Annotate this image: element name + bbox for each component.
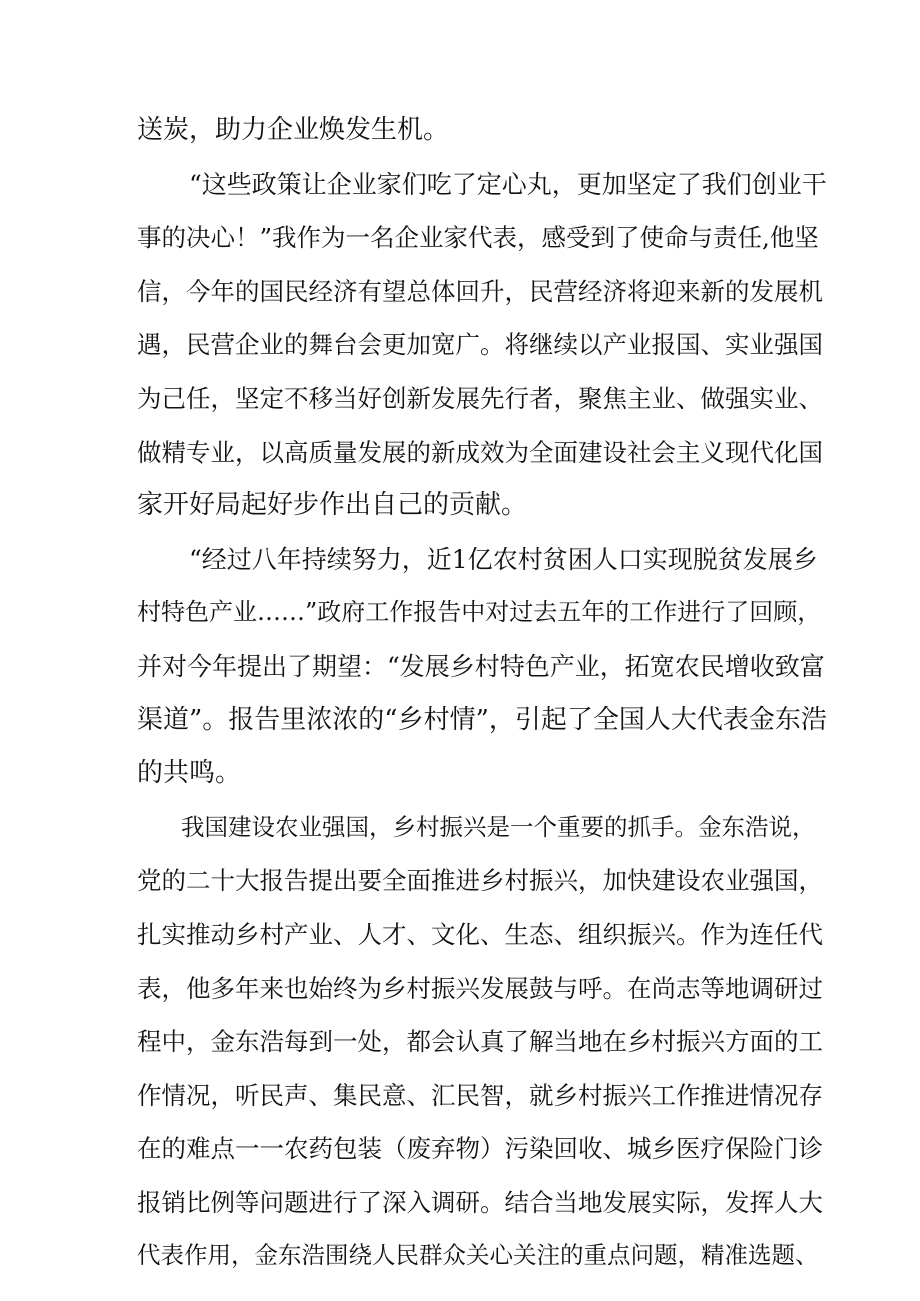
text-line: 事的决心！”我作为一名企业家代表，感受到了使命与责任,他坚 (137, 223, 819, 253)
text-line: 为己任，坚定不移当好创新发展先行者，聚焦主业、做强实业、 (137, 383, 823, 413)
text-line: 做精专业，以高质量发展的新成效为全面建设社会主义现代化国 (137, 437, 823, 467)
text-line: 党的二十大报告提出要全面推进乡村振兴，加快建设农业强国， (137, 866, 823, 896)
text-line: 送炭，助力企业焕发生机。 (137, 115, 450, 145)
text-line: 作情况，听民声、集民意、汇民智，就乡村振兴工作推进情况存 (137, 1080, 823, 1110)
text-line: 家开好局起好步作出自己的贡献。 (137, 490, 528, 521)
text-line: 信，今年的国民经济有望总体回升，民营经济将迎来新的发展机 (137, 276, 823, 306)
text-line: 我国建设农业强国，乡村振兴是一个重要的抓手。金东浩说， (181, 812, 816, 841)
text-line: 报销比例等问题进行了深入调研。结合当地发展实际，发挥人大 (137, 1187, 823, 1217)
text-line: 程中，金东浩每到一处，都会认真了解当地在乡村振兴方面的工 (137, 1027, 823, 1057)
text-line: 并对今年提出了期望：“发展乡村特色产业，拓宽农民增收致富 (137, 651, 825, 681)
text-line: 表，他多年来也始终为乡村振兴发展鼓与呼。在尚志等地调研过 (137, 973, 823, 1003)
text-line: “经过八年持续努力，近1亿农村贫困人口实现脱贫发展乡 (189, 544, 818, 574)
text-line: 村特色产业……”政府工作报告中对过去五年的工作进行了回顾， (137, 598, 822, 627)
body-text (137, 104, 827, 1283)
text-line: “这些政策让企业家们吃了定心丸，更加坚定了我们创业干 (189, 169, 827, 199)
text-line: 扎实推动乡村产业、人才、文化、生态、组织振兴。作为连任代 (137, 919, 823, 949)
text-line: 渠道”。报告里浓浓的“乡村情”，引起了全国人大代表金东浩 (137, 704, 827, 735)
text-line: 在的难点一一农药包装（废弃物）污染回收、城乡医疗保险门诊 (137, 1134, 823, 1164)
text-line: 代表作用，金东浩围绕人民群众关心关注的重点问题，精准选题、 (137, 1241, 819, 1270)
text-line: 的共鸣。 (137, 758, 242, 789)
text-line: 遇，民营企业的舞台会更加宽广。将继续以产业报国、实业强国 (137, 330, 823, 360)
